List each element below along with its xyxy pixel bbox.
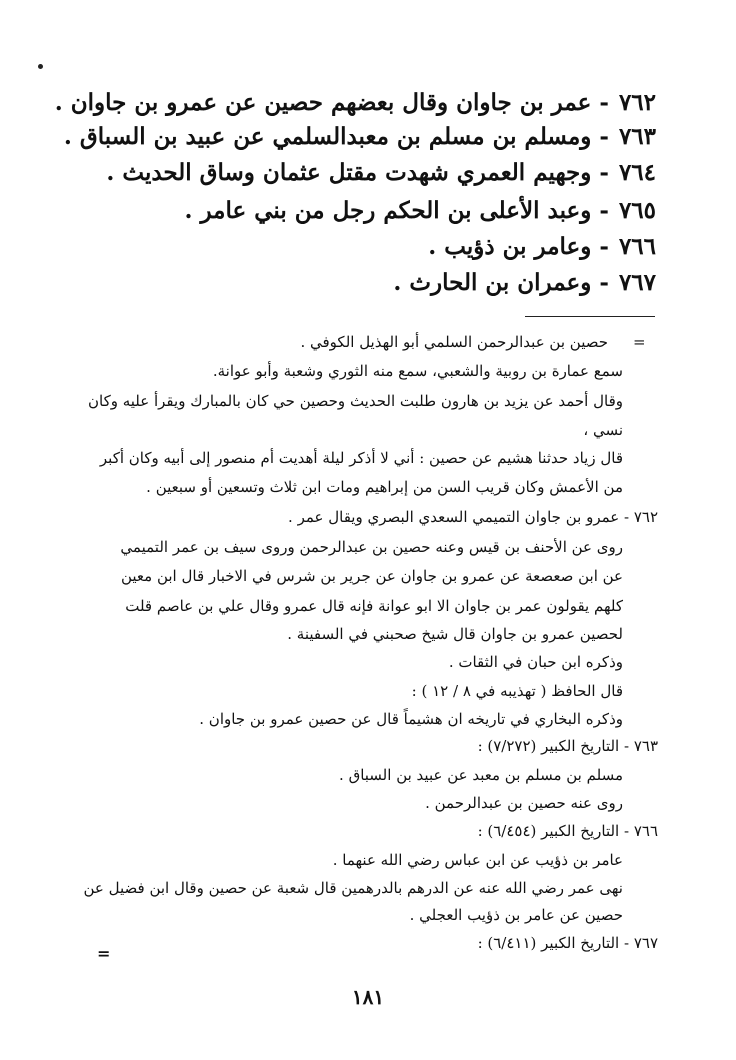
margin-dot xyxy=(38,64,43,69)
footnote-line: مسلم بن مسلم بن معبد عن عبيد بن السباق . xyxy=(339,766,623,784)
footnote-heading-text: التاريخ الكبير (٧/٢٧٢) : xyxy=(477,737,620,755)
entry-number: ٧٦٥ xyxy=(618,197,656,224)
page-number: ١٨١ xyxy=(351,985,385,1009)
entry-text: - ومسلم بن مسلم بن معبدالسلمي عن عبيد بن السباق . xyxy=(63,123,609,150)
footnote-line: روى عنه حصين بن عبدالرحمن . xyxy=(425,794,623,812)
main-entry-763 xyxy=(56,120,656,154)
footnote-heading-text: عمرو بن جاوان التميمي السعدي البصري ويقال عمر . xyxy=(288,508,620,526)
footnote-heading-text: التاريخ الكبير (٦/٤٥٤) : xyxy=(477,822,620,840)
footnote-line: كلهم يقولون عمر بن جاوان الا ابو عوانة فإنه قال عمرو وقال علي بن عاصم قلت xyxy=(125,597,623,615)
footnote-line: قال الحافظ ( تهذيبه في ٨ / ١٢ ) : xyxy=(411,682,623,700)
footnote-line: حصين عن عامر بن ذؤيب العجلي . xyxy=(409,906,623,924)
footnote-separator xyxy=(525,316,655,317)
footnote-number: ٧٦٣ - xyxy=(619,737,658,755)
footnote-763-heading xyxy=(478,734,658,758)
footnote-heading-text: التاريخ الكبير (٦/٤١١) : xyxy=(477,934,620,952)
footnote-line: نهى عمر رضي الله عنه عن الدرهم بالدرهمين قال شعبة عن حصين وقال ابن فضيل عن xyxy=(83,879,623,897)
footnote-number: ٧٦٢ - xyxy=(619,508,658,526)
footnote-line: عن ابن صعصعة عن عمرو بن جاوان عن جرير بن شرس في الاخبار قال ابن معين xyxy=(120,567,623,585)
main-entry-765 xyxy=(56,194,656,228)
entry-number: ٧٦٣ xyxy=(618,123,656,150)
footnote-767-heading xyxy=(478,931,658,955)
footnote-line: وقال أحمد عن يزيد بن هارون طلبت الحديث وحصين حي كان بالمبارك ويقرأ عليه وكان xyxy=(88,392,623,410)
footnote-continuation-mark: = xyxy=(633,333,646,351)
footnote-line: قال زياد حدثنا هشيم عن حصين : أني لا أذكر ليلة أهديت أم منصور إلى أبيه وكان أكبر xyxy=(99,449,623,467)
footnote-line: وذكره ابن حبان في الثقات . xyxy=(448,653,623,671)
entry-text: - عمر بن جاوان وقال بعضهم حصين عن عمرو بن جاوان . xyxy=(54,89,609,116)
continuation-mark: = xyxy=(97,944,111,963)
footnote-766-heading xyxy=(478,819,658,843)
entry-text: - وعبد الأعلى بن الحكم رجل من بني عامر . xyxy=(184,197,609,224)
entry-text: - وجهيم العمري شهدت مقتل عثمان وساق الحديث . xyxy=(106,159,609,186)
entry-number: ٧٦٦ xyxy=(618,233,656,260)
main-entry-762 xyxy=(56,86,656,120)
footnote-number: ٧٦٧ - xyxy=(619,934,658,952)
footnote-line: من الأعمش وكان قريب السن من إبراهيم ومات ابن ثلاث وتسعين أو سبعين . xyxy=(146,478,623,496)
main-entry-767 xyxy=(56,266,656,300)
footnote-line: حصين بن عبدالرحمن السلمي أبو الهذيل الكوفي . xyxy=(300,333,608,351)
entry-text: - وعمران بن الحارث . xyxy=(393,269,609,296)
entry-number: ٧٦٤ xyxy=(618,159,656,186)
footnote-line: نسي ، xyxy=(583,421,623,439)
entry-number: ٧٦٧ xyxy=(618,269,656,296)
footnote-line: لحصين عمرو بن جاوان قال شيخ صحبني في السفينة . xyxy=(287,625,623,643)
footnote-762-heading xyxy=(288,505,658,529)
footnote-line: روى عن الأحنف بن قيس وعنه حصين بن عبدالرحمن وروى سيف بن عمر التميمي xyxy=(120,538,623,556)
entry-text: - وعامر بن ذؤيب . xyxy=(428,233,609,260)
main-entry-764 xyxy=(56,156,656,190)
footnote-number: ٧٦٦ - xyxy=(619,822,658,840)
main-entry-766 xyxy=(56,230,656,264)
footnote-line: وذكره البخاري في تاريخه ان هشيماً قال عن حصين عمرو بن جاوان . xyxy=(199,710,623,728)
entry-number: ٧٦٢ xyxy=(618,89,656,116)
footnote-line: عامر بن ذؤيب عن ابن عباس رضي الله عنهما . xyxy=(332,851,623,869)
footnote-line: سمع عمارة بن روبية والشعبي، سمع منه الثوري وشعبة وأبو عوانة. xyxy=(212,362,623,380)
